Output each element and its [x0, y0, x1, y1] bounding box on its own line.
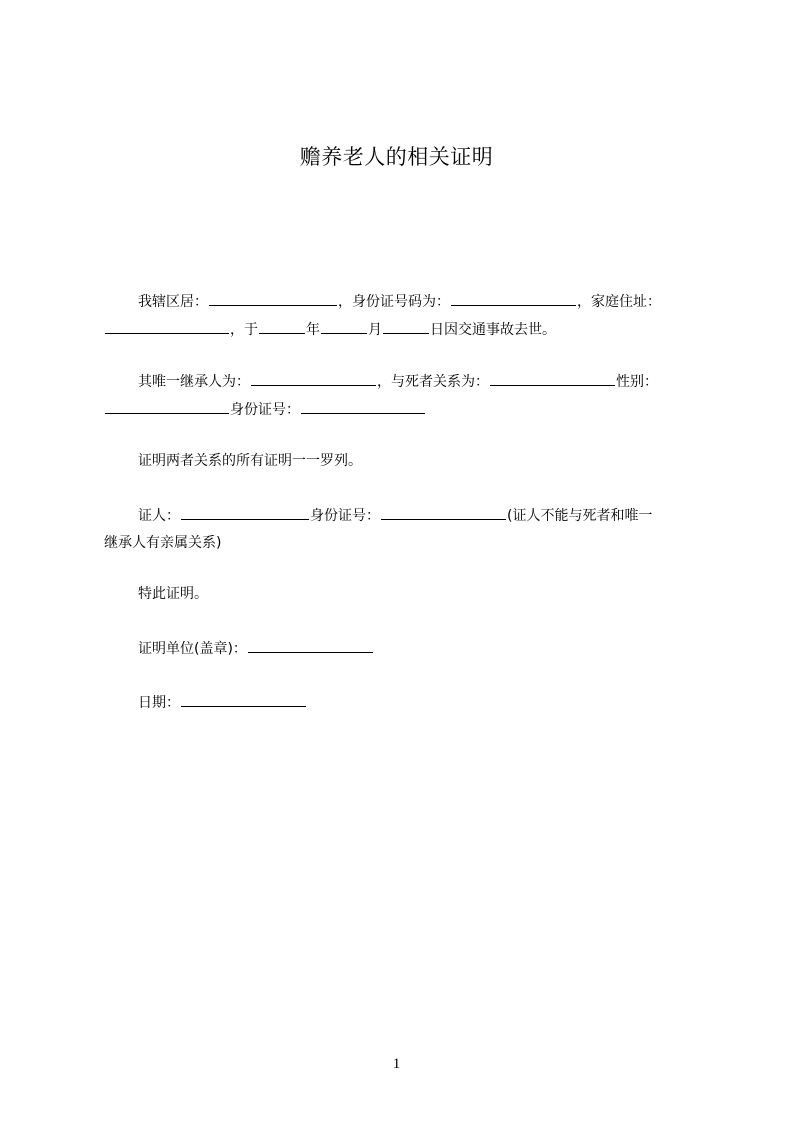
label-sole-heir: 其唯一继承人为： [138, 374, 250, 390]
paragraph-hereby-certify: 特此证明。 [138, 586, 208, 602]
page-number: 1 [392, 1056, 401, 1072]
paragraph-deceased-info-line1 [104, 287, 738, 316]
label-month: 月 [368, 322, 382, 338]
blank-relationship [490, 367, 615, 386]
label-gender: 性别： [616, 374, 658, 390]
paragraph-heir-info-line2 [104, 395, 704, 424]
paragraph-date [104, 688, 738, 717]
blank-certifying-unit [248, 634, 373, 653]
label-witness-note: (证人不能与死者和唯一 [507, 508, 653, 524]
blank-date [181, 688, 306, 707]
label-on: ，于 [230, 322, 258, 338]
label-death-cause: 日因交通事故去世。 [430, 322, 556, 338]
paragraph-certifying-unit [104, 634, 738, 663]
paragraph-witness-line1 [104, 501, 738, 530]
paragraph-witness-line2: 继承人有亲属关系) [104, 535, 222, 551]
blank-year [259, 315, 305, 334]
blank-month [321, 315, 367, 334]
blank-resident-name [209, 287, 337, 306]
document-title: 赡养老人的相关证明 [299, 145, 494, 169]
blank-gender [105, 395, 229, 414]
paragraph-proofs: 证明两者关系的所有证明一一罗列。 [138, 453, 362, 469]
paragraph-heir-info-line1 [104, 367, 738, 396]
label-home-address: ，家庭住址： [577, 294, 661, 310]
blank-id-number [451, 287, 576, 306]
label-witness-id: 身份证号： [310, 508, 380, 524]
label-date: 日期： [138, 695, 180, 711]
blank-day [383, 315, 429, 334]
label-resident: 我辖区居： [138, 294, 208, 310]
blank-heir-id [301, 395, 425, 414]
paragraph-deceased-info-line2 [104, 315, 704, 344]
label-id-number: ，身份证号码为： [338, 294, 450, 310]
label-heir-id: 身份证号： [230, 402, 300, 418]
label-certifying-unit: 证明单位(盖章)： [138, 641, 247, 657]
blank-witness-name [181, 501, 309, 520]
blank-heir-name [251, 367, 376, 386]
blank-witness-id [381, 501, 506, 520]
label-relationship: ，与死者关系为： [377, 374, 489, 390]
label-witness: 证人： [138, 508, 180, 524]
blank-home-address [105, 315, 229, 334]
label-year: 年 [306, 322, 320, 338]
